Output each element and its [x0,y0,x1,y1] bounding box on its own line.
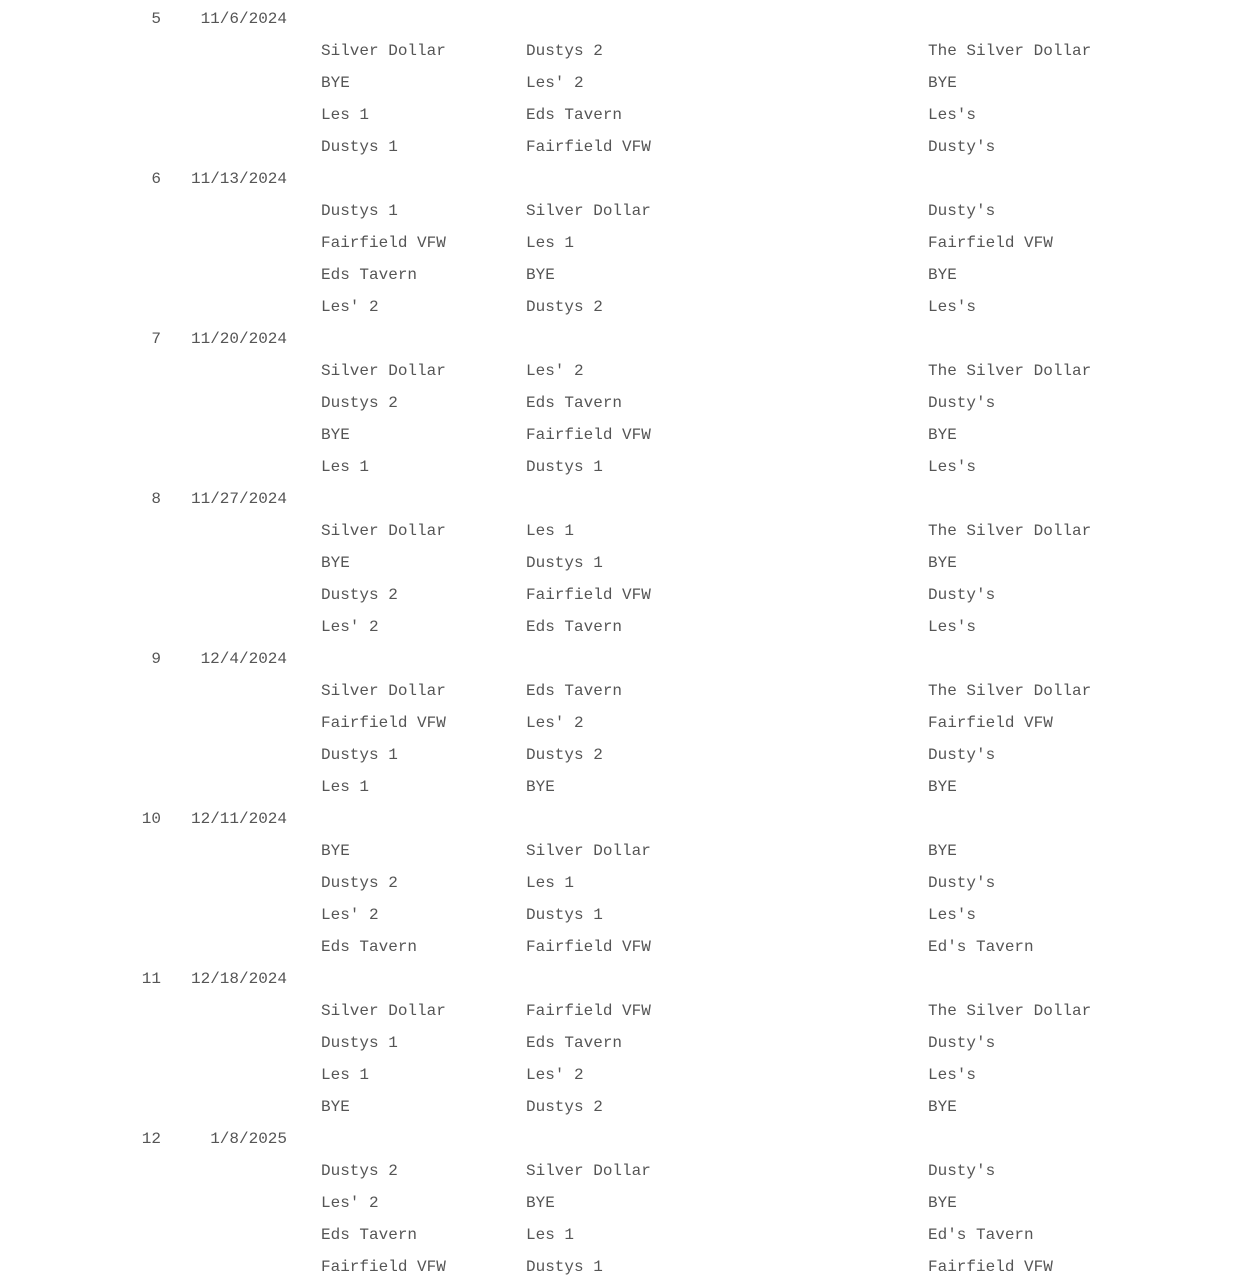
week-header [0,4,1244,36]
venue: Les's [928,458,977,476]
week-number: 8 [151,490,161,508]
venue: BYE [928,1194,957,1212]
match-row [0,836,1244,868]
venue: BYE [928,554,957,572]
venue: Les's [928,106,977,124]
week-number: 6 [151,170,161,188]
venue: Ed's Tavern [928,1226,1034,1244]
venue: Les's [928,298,977,316]
away-team: Fairfield VFW [526,938,651,956]
week-block [0,804,1244,964]
venue: Dusty's [928,586,996,604]
away-team: Les 1 [526,522,575,540]
venue: BYE [928,842,957,860]
week-header [0,164,1244,196]
match-row [0,420,1244,452]
home-team: Eds Tavern [321,1226,418,1244]
away-team: Les' 2 [526,1066,584,1084]
match-row [0,996,1244,1028]
home-team: BYE [321,554,350,572]
week-header [0,484,1244,516]
week-block [0,484,1244,644]
away-team: Eds Tavern [526,1034,623,1052]
away-team: Dustys 1 [526,1258,603,1276]
match-row [0,1092,1244,1124]
match-row [0,740,1244,772]
match-row [0,1252,1244,1284]
week-number: 11 [141,970,161,988]
home-team: Fairfield VFW [321,1258,446,1276]
venue: Fairfield VFW [928,234,1053,252]
away-team: Dustys 2 [526,298,603,316]
match-row [0,1220,1244,1252]
venue: Dusty's [928,1162,996,1180]
away-team: Fairfield VFW [526,586,651,604]
week-header [0,804,1244,836]
match-row [0,100,1244,132]
week-date: 12/18/2024 [190,970,287,988]
venue: The Silver Dollar [928,1002,1092,1020]
match-row [0,516,1244,548]
home-team: Silver Dollar [321,42,446,60]
match-row [0,388,1244,420]
match-row [0,932,1244,964]
match-row [0,356,1244,388]
week-date: 11/20/2024 [190,330,287,348]
home-team: BYE [321,426,350,444]
match-row [0,228,1244,260]
home-team: Dustys 1 [321,1034,398,1052]
home-team: Les 1 [321,778,370,796]
home-team: Les 1 [321,106,370,124]
home-team: Dustys 2 [321,1162,398,1180]
home-team: Dustys 2 [321,394,398,412]
home-team: Les' 2 [321,298,379,316]
week-number: 9 [151,650,161,668]
away-team: Dustys 2 [526,746,603,764]
match-row [0,292,1244,324]
match-row [0,676,1244,708]
week-date: 12/11/2024 [190,810,287,828]
home-team: Dustys 1 [321,202,398,220]
match-row [0,132,1244,164]
week-date: 12/4/2024 [200,650,287,668]
venue: The Silver Dollar [928,362,1092,380]
away-team: Les 1 [526,874,575,892]
away-team: Fairfield VFW [526,138,651,156]
away-team: Les' 2 [526,74,584,92]
week-block [0,4,1244,164]
match-row [0,36,1244,68]
away-team: Silver Dollar [526,842,651,860]
venue: BYE [928,266,957,284]
venue: Dusty's [928,138,996,156]
away-team: Fairfield VFW [526,426,651,444]
home-team: Fairfield VFW [321,714,446,732]
away-team: Les' 2 [526,362,584,380]
venue: Dusty's [928,874,996,892]
match-row [0,196,1244,228]
away-team: Dustys 1 [526,906,603,924]
home-team: Dustys 2 [321,874,398,892]
home-team: Les 1 [321,1066,370,1084]
home-team: BYE [321,74,350,92]
match-row [0,868,1244,900]
venue: The Silver Dollar [928,522,1092,540]
week-number: 7 [151,330,161,348]
venue: BYE [928,1098,957,1116]
away-team: Les' 2 [526,714,584,732]
week-block [0,324,1244,484]
week-block [0,164,1244,324]
week-number: 10 [141,810,161,828]
away-team: Dustys 1 [526,554,603,572]
venue: Les's [928,1066,977,1084]
match-row [0,1028,1244,1060]
week-number: 12 [141,1130,161,1148]
match-row [0,1188,1244,1220]
home-team: Les' 2 [321,1194,379,1212]
home-team: BYE [321,842,350,860]
match-row [0,1156,1244,1188]
home-team: Fairfield VFW [321,234,446,252]
away-team: Fairfield VFW [526,1002,651,1020]
match-row [0,772,1244,804]
away-team: Eds Tavern [526,106,623,124]
venue: Les's [928,618,977,636]
venue: Fairfield VFW [928,714,1053,732]
week-header [0,964,1244,996]
match-row [0,708,1244,740]
venue: Dusty's [928,1034,996,1052]
venue: The Silver Dollar [928,682,1092,700]
venue: The Silver Dollar [928,42,1092,60]
venue: Les's [928,906,977,924]
week-block [0,644,1244,804]
match-row [0,900,1244,932]
away-team: Dustys 2 [526,42,603,60]
week-date: 11/27/2024 [190,490,287,508]
away-team: Silver Dollar [526,1162,651,1180]
venue: Fairfield VFW [928,1258,1053,1276]
home-team: Eds Tavern [321,938,418,956]
away-team: Silver Dollar [526,202,651,220]
match-row [0,548,1244,580]
match-row [0,1060,1244,1092]
venue: Dusty's [928,746,996,764]
week-header [0,1124,1244,1156]
home-team: BYE [321,1098,350,1116]
week-block [0,1124,1244,1284]
week-header [0,324,1244,356]
match-row [0,68,1244,100]
venue: Dusty's [928,202,996,220]
venue: Ed's Tavern [928,938,1034,956]
week-block [0,964,1244,1124]
schedule-table [0,4,1244,1284]
week-date: 11/6/2024 [200,10,287,28]
home-team: Silver Dollar [321,362,446,380]
match-row [0,452,1244,484]
venue: Dusty's [928,394,996,412]
venue: BYE [928,778,957,796]
away-team: BYE [526,778,555,796]
home-team: Silver Dollar [321,522,446,540]
venue: BYE [928,426,957,444]
away-team: BYE [526,1194,555,1212]
week-number: 5 [151,10,161,28]
away-team: Eds Tavern [526,682,623,700]
home-team: Silver Dollar [321,1002,446,1020]
home-team: Dustys 1 [321,746,398,764]
away-team: Les 1 [526,1226,575,1244]
match-row [0,580,1244,612]
away-team: Dustys 2 [526,1098,603,1116]
home-team: Silver Dollar [321,682,446,700]
home-team: Les' 2 [321,906,379,924]
home-team: Les' 2 [321,618,379,636]
away-team: Eds Tavern [526,394,623,412]
home-team: Dustys 2 [321,586,398,604]
away-team: Dustys 1 [526,458,603,476]
away-team: BYE [526,266,555,284]
venue: BYE [928,74,957,92]
week-header [0,644,1244,676]
week-date: 1/8/2025 [210,1130,287,1148]
home-team: Eds Tavern [321,266,418,284]
week-date: 11/13/2024 [190,170,287,188]
match-row [0,612,1244,644]
match-row [0,260,1244,292]
away-team: Les 1 [526,234,575,252]
home-team: Les 1 [321,458,370,476]
home-team: Dustys 1 [321,138,398,156]
away-team: Eds Tavern [526,618,623,636]
